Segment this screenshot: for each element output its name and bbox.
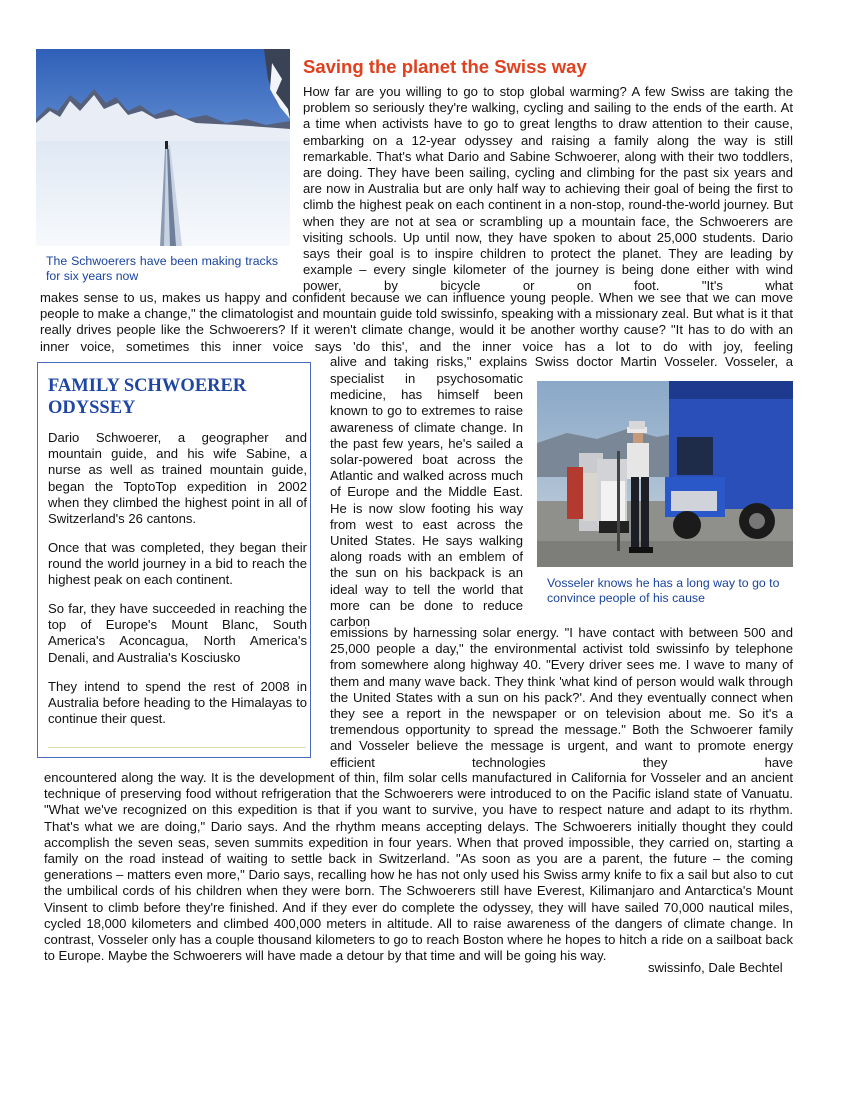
sidebar-paragraph: They intend to spend the rest of 2008 in Australia before heading to the Himalayas to continue their quest.: [48, 679, 307, 727]
sidebar-paragraph: Dario Schwoerer, a geographer and mountain guide, and his wife Sabine, a nurse as well as trained mountain guide, began the ToptoTop expedition in 2002 when they climbed the highest point in all of Switzerland's 26 cantons.: [48, 430, 307, 527]
byline-credit: swissinfo, Dale Bechtel: [648, 960, 783, 975]
sidebar-divider: [48, 747, 306, 748]
snow-mountain-photo: [36, 49, 290, 246]
snow-photo-caption: The Schwoerers have been making tracks for six years now: [46, 254, 278, 283]
sidebar-paragraph: Once that was completed, they began their round the world journey in a bid to reach the highest peak on each continent.: [48, 540, 307, 588]
family-odyssey-sidebar: [37, 362, 311, 758]
highway-walker-photo: [537, 381, 793, 567]
sidebar-title: FAMILY SCHWOERER ODYSSEY: [48, 376, 247, 418]
article-body-bottom: encountered along the way. It is the development of thin, film solar cells manufactured in California for Vosseler and an ancient technique of preserving food without refrigeration that the Schwoerers were introduced to on the Pacific island state of Vanuatu. "What we've recognized on this expedition is that if you want to survive, you have to respect nature and adapt to its rhythm. That's what we are doing," Dario says. And the rhythm means accepting delays. The Schwoerers initially thought they could accomplish the seven seas, seven summits expedition in four years. When that proved impossible, they carried on, starting a family on the road instead of waiting to settle back in Switzerland. "As soon as you are a parent, the future – the coming generations – matters even more," Dario says, recalling how he has not only used his Swiss army knife to fix a sail but also to cut the umbilical cords of his children when they were born. The Schwoerers still have Everest, Kilimanjaro and Antarctica's Mount Vinsent to climb before they're finished. And if they ever do complete the odyssey, they will have sailed 70,000 nautical miles, cycled 18,000 kilometers and climbed 400,000 meters in altitude. All to raise awareness of the dangers of climate change. In contrast, Vosseler only has a couple thousand kilometers to go to reach Boston where he hopes to hitch a ride on a sailboat back to Europe. Maybe the Schwoerers will have made a detour by that time and will be going his way.: [44, 770, 793, 964]
article-body-wide: makes sense to us, makes us happy and confident because we can influence young people. When we see that we can move people to make a change," the climatologist and mountain guide told swissinfo, speaking with a missionary zeal. But what is it that really drives people like the Schwoerers? If it weren't climate change, would it be another worthy cause? "It has to do with an inner voice, sometimes this inner voice says 'do this', and the inner voice has a lot to do with joy, feeling: [40, 290, 793, 354]
sidebar-paragraph: So far, they have succeeded in reaching the top of Europe's Mount Blanc, South America's Aconcagua, North America's Denali, and Australia's Kosciusko: [48, 601, 307, 665]
article-body-lower: emissions by harnessing solar energy. "I have contact with between 500 and 25,000 people a day," the environmental activist told swissinfo by telephone from somewhere along highway 40. "Every driver sees me. I wave to many of them and many wave back. They think 'what kind of person would walk through the United States with a sun on his pack?'. And they eventually connect when they see a report in the newspaper or on television about me. So it's a tremendous opportunity to spread the message." Both the Schwoerer family and Vosseler believe the message is urgent, and want to promote energy efficient technologies they have: [330, 625, 793, 770]
article-intro: How far are you willing to go to stop global warming? A few Swiss are taking the problem so seriously they're walking, cycling and sailing to the ends of the earth. At a time when activists have to go to great lengths to draw attention to their cause, embarking on a 12-year odyssey and raising a family along the way is still remarkable. That's what Dario and Sabine Schwoerer, along with their two toddlers, are doing. They have been sailing, cycling and climbing for the past six years and are now in Australia but are only half way to achieving their goal of being the first to climb the highest peak on each continent in a non-stop, round-the-world journey. But when they are not at sea or scrambling up a mountain face, the Schwoerers are visiting schools. Up until now, they have spoken to about 25,000 students. Dario says their goal is to inspire children to protect the planet. They are leading by example – every single kilometer of the journey is being done either with wind power, by bicycle or on foot. "It's what: [303, 84, 793, 294]
article-body-beside-box: alive and taking risks," explains Swiss doctor Martin Vosseler. Vosseler, a: [330, 354, 793, 369]
article-title: Saving the planet the Swiss way: [303, 56, 587, 77]
article-body-narrow-column: specialist in psychosomatic medicine, has himself been known to go to extremes to raise awareness of climate change. In the past few years, he's sailed a solar-powered boat across the Atlantic and walked across much of Europe and the Middle East. He is now slow footing his way from west to east across the United States. He says walking along roads with an emblem of the sun on his backpack is an ideal way to tell the world that more can be done to reduce carbon: [330, 371, 523, 630]
highway-photo-caption: Vosseler knows he has a long way to go to convince people of his cause: [547, 576, 780, 605]
